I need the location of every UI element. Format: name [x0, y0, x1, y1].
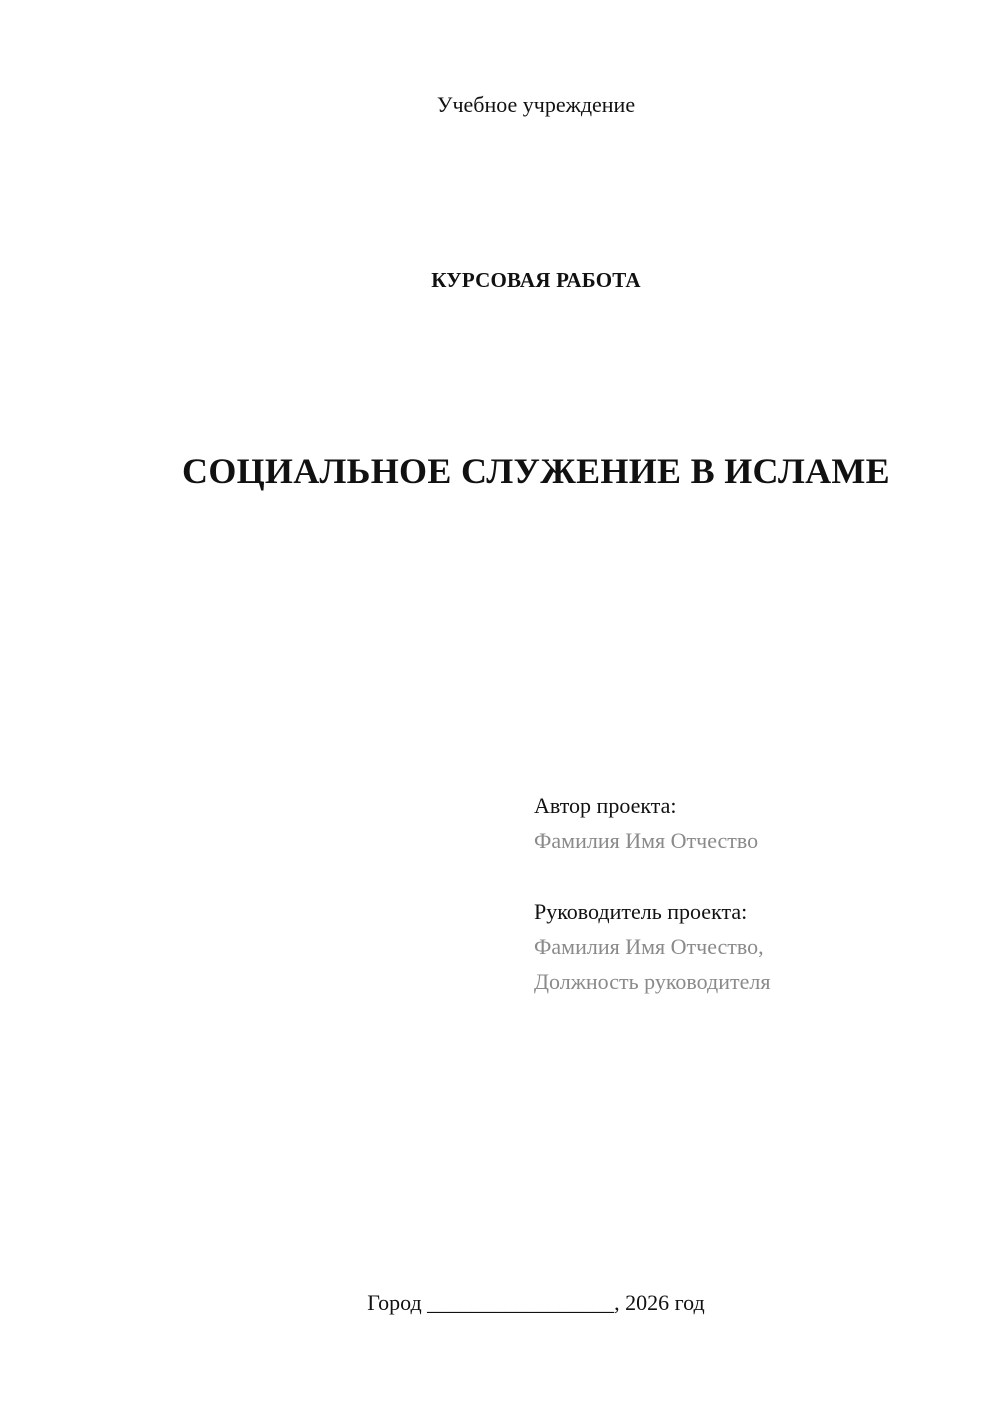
author-label: Автор проекта:: [534, 793, 677, 818]
year-text: , 2026 год: [614, 1290, 705, 1315]
work-title: СОЦИАЛЬНОЕ СЛУЖЕНИЕ В ИСЛАМЕ: [182, 451, 890, 491]
supervisor-label: Руководитель проекта:: [534, 899, 748, 924]
supervisor-position: Должность руководителя: [534, 969, 771, 994]
supervisor-name: Фамилия Имя Отчество,: [534, 934, 764, 959]
work-type-heading: КУРСОВАЯ РАБОТА: [431, 268, 641, 292]
city-blank: _________________: [427, 1290, 615, 1315]
city-label: Город: [367, 1290, 422, 1315]
spacer: [534, 858, 974, 894]
authors-block: [534, 788, 974, 999]
city-year-line: [0, 1290, 1000, 1316]
author-name: Фамилия Имя Отчество: [534, 828, 759, 853]
institution-name: Учебное учреждение: [436, 92, 636, 117]
